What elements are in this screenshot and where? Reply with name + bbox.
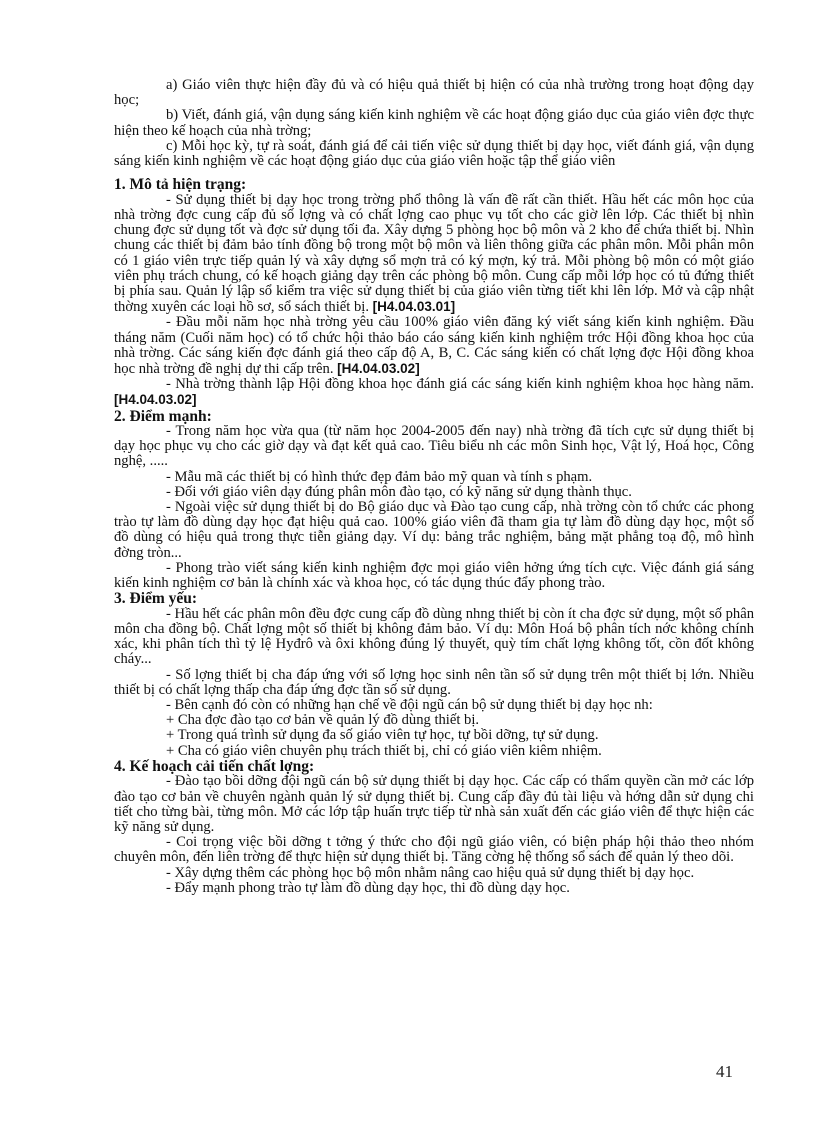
evidence-code: [H4.04.03.02] xyxy=(114,392,197,408)
section-3-bullet: + Cha có giáo viên chuyên phụ trách thiết bị, chỉ có giáo viên kiêm nhiệm. xyxy=(166,742,602,759)
section-4-paragraph: - Đẩy mạnh phong trào tự làm đồ dùng dạy học, thi đồ dùng dạy học. xyxy=(166,879,570,896)
paragraph-text: - Đầu mỗi năm học nhà trờng yêu cầu 100% giáo viên đăng ký viết sáng kiến kinh nghiệm. Đầu tháng năm (Cuối năm học) có tổ chức hội thảo báo cáo sáng kiến kinh nghiệm trớc Hội đồng khoa học của nhà trờng. Các sáng kiến đợc đánh giá theo cấp độ A, B, C. Các sáng kiến có chất lợng đợc Hội đồng khoa học nhà trờng đề nghị dự thi cấp trên. xyxy=(114,314,754,377)
section-2-heading: 2. Điểm mạnh: xyxy=(114,407,212,425)
document-page xyxy=(114,78,754,896)
paragraph-text: - Nhà trờng thành lập Hội đồng khoa học đánh giá các sáng kiến kinh nghiệm khoa học hàng năm. xyxy=(166,376,754,393)
evidence-code: [H4.04.03.01] xyxy=(372,299,456,315)
section-2-paragraph: - Phong trào viết sáng kiến kinh nghiệm đợc mọi giáo viên hởng ứng tích cực. Việc đánh giá sáng kiến kinh nghiệm cơ bản là chính xác và khoa học, có tác dụng thúc đẩy phong trào. xyxy=(114,559,754,592)
section-4-paragraph: - Xây dựng thêm các phòng học bộ môn nhằm nâng cao hiệu quả sử dụng thiết bị dạy học. xyxy=(166,864,695,881)
section-2-paragraph: - Mẫu mã các thiết bị có hình thức đẹp đảm bảo mỹ quan và tính s phạm. xyxy=(166,468,593,485)
section-3-paragraph: - Hầu hết các phân môn đều đợc cung cấp đồ dùng nhng thiết bị còn ít cha đợc sử dụng, một số phân môn cha đồng bộ. Chất lợng một số thiết bị không đảm bảo. Ví dụ: Môn Hoá bộ phân tích nớc không chính xác, khi phân tích thì tỷ lệ Hyđrô và ôxi không đúng lý thuyết, quỳ tím chất lợng không tốt, cồn đốt không cháy... xyxy=(114,605,754,668)
page-number: 41 xyxy=(716,1062,733,1081)
section-3-paragraph: - Bên cạnh đó còn có những hạn chế về đội ngũ cán bộ sử dụng thiết bị dạy học nh: xyxy=(166,697,653,714)
section-4-heading: 4. Kế hoạch cải tiến chất lợng: xyxy=(114,757,315,775)
criterion-a: a) Giáo viên thực hiện đầy đủ và có hiệu quả thiết bị hiện có của nhà trường trong hoạt động dạy học; xyxy=(114,77,754,109)
section-4-paragraph: - Đào tạo bồi dỡng đội ngũ cán bộ sử dụng thiết bị dạy học. Các cấp có thẩm quyền cần mở các lớp đào tạo cơ bản về chuyên ngành quản lý sử dụng thiết bị. Cung cấp đầy đủ tài liệu và hớng dẫn sử dụng chi tiết cho từng bài, từng môn. Mở các lớp tập huấn trực tiếp từ nhà sản xuất đến các giáo viên để thực hiện các kỹ năng sử dụng. xyxy=(114,773,754,835)
section-1-paragraph xyxy=(114,193,754,316)
section-4-paragraph: - Coi trọng việc bồi dỡng t tởng ý thức cho đội ngũ giáo viên, có biện pháp hội thảo theo nhóm chuyên môn, đến liên trờng để thực hiện sử dụng thiết bị. Tăng cờng hệ thống sổ sách để quản lý theo dõi. xyxy=(114,834,754,866)
criterion-b: b) Viết, đánh giá, vận dụng sáng kiến kinh nghiệm về các hoạt động giáo dục của giáo viên đợc thực hiện theo kế hoạch của nhà trờng; xyxy=(114,107,754,139)
section-3-bullet: + Cha đợc đào tạo cơ bản về quản lý đồ dùng thiết bị. xyxy=(166,712,480,729)
section-1-heading: 1. Mô tả hiện trạng: xyxy=(114,176,247,194)
section-3-bullet: + Trong quá trình sử dụng đa số giáo viên tự học, tự bồi dỡng, tự sử dụng. xyxy=(166,727,599,744)
section-1-paragraph xyxy=(114,315,754,377)
section-2-paragraph: - Đối với giáo viên dạy đúng phân môn đào tạo, có kỹ năng sử dụng thành thục. xyxy=(166,483,632,500)
section-3-heading: 3. Điểm yếu: xyxy=(114,590,198,608)
evidence-code: [H4.04.03.02] xyxy=(337,360,420,376)
section-3-paragraph: - Số lợng thiết bị cha đáp ứng với số lợng học sinh nên tần số sử dụng trên một thiết bị lớn. Nhiều thiết bị có chất lợng thấp cha đáp ứng đợc tần số sử dụng. xyxy=(114,666,754,698)
section-2-paragraph: - Trong năm học vừa qua (từ năm học 2004-2005 đến nay) nhà trờng đã tích cực sử dụng thiết bị dạy học phục vụ cho các giờ dạy và đạt kết quả cao. Tiêu biểu nh các môn Sinh học, Vật lý, Hoá học, Công nghệ, ..... xyxy=(114,423,754,470)
paragraph-text: - Sử dụng thiết bị dạy học trong trờng phổ thông là vấn đề rất cần thiết. Hầu hết các môn học của nhà trờng đợc cung cấp đủ số lợng và có chất lợng cao phục vụ tốt cho các giờ lên lớp. Các thiết bị nhìn chung đợc sử dụng tốt và đợc sử dụng tối đa. Xây dựng 5 phòng học bộ môn và 2 kho để chứa thiết bị. Nhìn chung các thiết bị đảm bảo tính đồng bộ trong một bộ môn và liên thông giữa các phân môn. Mỗi phân môn có 1 giáo viên trực tiếp quản lý và xây dựng sổ mợn trả có ký mợn, ký trả. Mỗi phòng bộ môn có một giáo viên phụ trách chung, có kế hoạch giảng dạy trên các phòng bộ môn. Cung cấp mỗi lớp học có tủ đứng thiết bị phía sau. Quản lý lập sổ kiểm tra việc sử dụng thiết bị của giáo viên từng tiết khi lên lớp. Mở và cập nhật thờng xuyên các loại hồ sơ, sổ sách thiết bị. xyxy=(114,191,754,316)
section-2-paragraph: - Ngoài việc sử dụng thiết bị do Bộ giáo dục và Đào tạo cung cấp, nhà trờng còn tổ chức các phong trào tự làm đồ dùng dạy học đạt hiệu quả cao. 100% giáo viên đã tham gia tự làm đồ dùng dạy học, một số đồ dùng có hiệu quả trong thực tiễn giảng dạy. Ví dụ: bảng trắc nghiệm, bảng mặt phẳng toạ độ, mô hình đờng tròn... xyxy=(114,499,754,561)
section-1-paragraph xyxy=(114,377,754,408)
criterion-c: c) Mỗi học kỳ, tự rà soát, đánh giá để cải tiến việc sử dụng thiết bị dạy học, viết đánh giá, vận dụng sáng kiến kinh nghiệm về các hoạt động giáo dục của giáo viên hoặc tập thể giáo viên xyxy=(114,137,754,170)
